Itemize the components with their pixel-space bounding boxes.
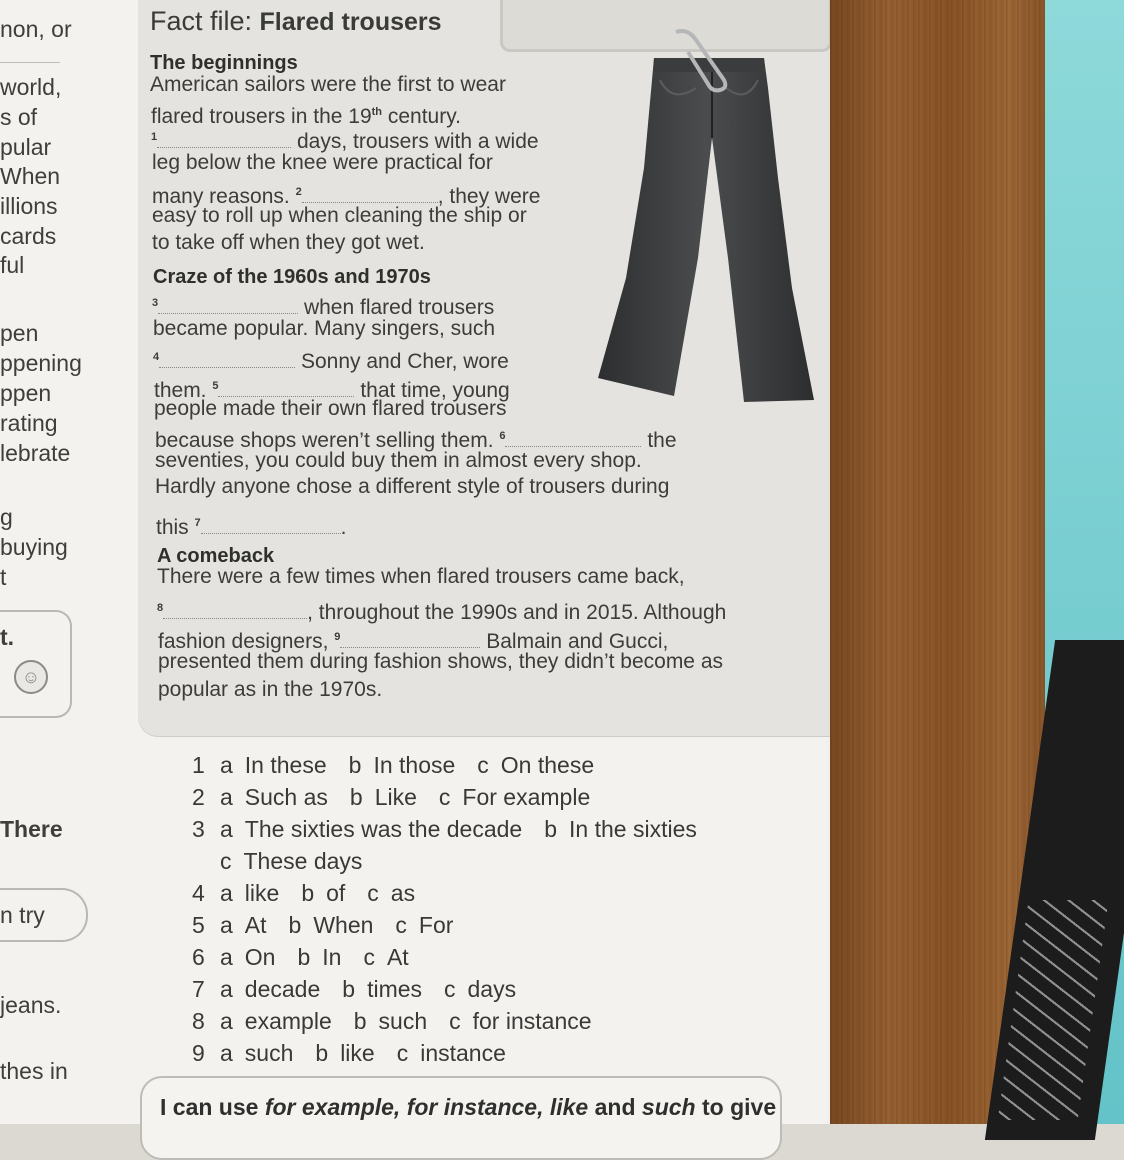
- option-letter: c: [367, 880, 379, 906]
- option-choice[interactable]: such: [244, 1040, 294, 1066]
- option-letter: c: [449, 1008, 461, 1034]
- left-column-fragment: g: [0, 504, 13, 530]
- option-choice[interactable]: When: [313, 912, 374, 938]
- option-letter: a: [220, 976, 233, 1002]
- gap-line-3: $^3$ when flared trousers: [152, 296, 495, 319]
- option-choice[interactable]: for instance: [472, 1008, 592, 1034]
- left-column-fragment: non, or: [0, 16, 72, 42]
- left-column-fragment: lebrate: [0, 440, 71, 466]
- gap-blank[interactable]: [505, 446, 641, 447]
- left-column-fragment: t.: [0, 624, 15, 650]
- option-letter: a: [220, 784, 233, 810]
- option-letter: a: [220, 1040, 233, 1066]
- gap-blank[interactable]: [157, 147, 291, 148]
- gap-blank[interactable]: [340, 647, 480, 648]
- option-row: [192, 1040, 506, 1067]
- gap-line-1: $^1$ days, trousers with a wide: [151, 130, 539, 153]
- option-choice[interactable]: times: [367, 976, 423, 1002]
- text-line: leg below the knee were practical for: [152, 151, 493, 174]
- gap-blank[interactable]: [201, 533, 341, 534]
- option-number: 4: [192, 880, 205, 906]
- option-letter: b: [544, 816, 558, 842]
- option-choice[interactable]: days: [467, 976, 517, 1002]
- option-choice[interactable]: like: [244, 880, 280, 906]
- option-letter: c: [396, 1040, 409, 1066]
- left-column-fragment: When: [0, 163, 61, 189]
- try-box: [0, 888, 88, 942]
- left-column-fragment: illions: [0, 193, 58, 219]
- option-letter: a: [220, 944, 233, 970]
- option-letter: c: [363, 944, 375, 970]
- section-heading-beginnings: The beginnings: [150, 52, 298, 74]
- option-choice[interactable]: such: [378, 1008, 428, 1034]
- option-choice[interactable]: On these: [500, 752, 595, 778]
- left-column-fragment: s of: [0, 104, 38, 130]
- option-choice[interactable]: example: [244, 1008, 332, 1034]
- title-prefix: Fact file:: [150, 6, 260, 36]
- option-letter: b: [353, 1008, 367, 1034]
- option-choice[interactable]: Like: [374, 784, 417, 810]
- left-column-fragment: ppen: [0, 380, 52, 406]
- option-number: 5: [192, 912, 205, 938]
- option-choice[interactable]: For: [418, 912, 454, 938]
- left-column-fragment: t: [0, 564, 7, 590]
- option-letter: c: [395, 912, 407, 938]
- option-number: 9: [192, 1040, 205, 1066]
- gap-line-7: this $^7$ .: [156, 516, 347, 539]
- left-column-fragment: thes in: [0, 1058, 68, 1084]
- option-number: 6: [192, 944, 205, 970]
- option-number: 8: [192, 1008, 205, 1034]
- option-row: [192, 752, 594, 779]
- left-column-fragment: buying: [0, 534, 68, 560]
- option-letter: b: [315, 1040, 329, 1066]
- text-line: people made their own flared trousers: [154, 397, 507, 420]
- option-row: [192, 784, 590, 811]
- option-choice[interactable]: like: [340, 1040, 375, 1066]
- option-choice[interactable]: On: [244, 944, 276, 970]
- option-letter: b: [288, 912, 302, 938]
- gap-line-2: many reasons. $^2$ , they were: [152, 185, 541, 208]
- option-letter: b: [342, 976, 356, 1002]
- option-letter: a: [220, 880, 233, 906]
- option-choice[interactable]: The sixties was the decade: [244, 816, 523, 842]
- option-letter: a: [220, 816, 233, 842]
- gap-line-5: them. $^5$ that time, young: [154, 379, 510, 402]
- option-choice[interactable]: of: [326, 880, 346, 906]
- left-column-fragment: rating: [0, 410, 58, 436]
- section-heading-comeback: A comeback: [157, 545, 275, 567]
- fact-file-title: [150, 6, 442, 37]
- option-letter: b: [349, 784, 363, 810]
- option-letter: c: [438, 784, 451, 810]
- option-letter: b: [348, 752, 362, 778]
- option-number: 2: [192, 784, 205, 810]
- option-row: [192, 976, 516, 1003]
- left-column-fragment: world,: [0, 74, 62, 100]
- text-line: became popular. Many singers, such: [153, 317, 496, 340]
- option-choice[interactable]: In the sixties: [569, 816, 697, 842]
- option-row: [192, 880, 415, 907]
- gap-line-4: $^4$ Sonny and Cher, wore: [153, 350, 509, 373]
- left-column-fragment: n try: [0, 902, 45, 928]
- option-choice[interactable]: In: [322, 944, 342, 970]
- gap-blank[interactable]: [159, 367, 295, 368]
- option-letter: c: [444, 976, 456, 1002]
- option-choice[interactable]: as: [390, 880, 416, 906]
- left-column-fragment: pular: [0, 134, 52, 160]
- text-line: flared trousers in the 19th century.: [151, 105, 461, 128]
- option-number: 1: [192, 752, 205, 778]
- smiley-face-icon: ☺: [14, 660, 48, 694]
- option-number: 7: [192, 976, 205, 1002]
- text-line: popular as in the 1970s.: [158, 678, 383, 701]
- flared-trousers-image: [596, 28, 820, 408]
- option-letter: a: [220, 1008, 233, 1034]
- option-row: [192, 912, 453, 939]
- option-choice[interactable]: Such as: [244, 784, 328, 810]
- left-column-fragments: [0, 0, 130, 1124]
- option-row: [192, 1008, 592, 1035]
- option-choice[interactable]: These days: [243, 848, 363, 874]
- gap-blank[interactable]: [163, 618, 307, 619]
- option-letter: a: [220, 752, 233, 778]
- option-choice[interactable]: For example: [462, 784, 591, 810]
- left-column-fragment: pen: [0, 320, 39, 346]
- option-choice[interactable]: In those: [373, 752, 456, 778]
- option-row: [192, 816, 697, 843]
- option-row: [192, 848, 362, 875]
- gap-line-9: fashion designers, $^9$ Balmain and Gucci,: [158, 630, 669, 653]
- option-choice[interactable]: At: [386, 944, 409, 970]
- text-line: easy to roll up when cleaning the ship or: [152, 204, 527, 227]
- option-choice[interactable]: In these: [244, 752, 327, 778]
- left-column-fragment: ppening: [0, 350, 82, 376]
- text-line: presented them during fashion shows, they didn’t become as: [158, 650, 724, 673]
- left-column-fragment: cards: [0, 223, 57, 249]
- text-line: There were a few times when flared trousers came back,: [157, 565, 685, 588]
- can-do-statement: I can use for example, for instance, like and such to give: [160, 1094, 777, 1120]
- text-line: Hardly anyone chose a different style of trousers during: [155, 475, 670, 498]
- gap-blank[interactable]: [158, 313, 298, 314]
- option-choice[interactable]: instance: [420, 1040, 506, 1066]
- option-choice[interactable]: decade: [244, 976, 321, 1002]
- gap-line-8: $^8$ , throughout the 1990s and in 2015. Although: [157, 601, 727, 624]
- text-line: American sailors were the first to wear: [150, 73, 506, 96]
- option-letter: c: [220, 848, 232, 874]
- option-letter: b: [301, 880, 315, 906]
- option-row: [192, 944, 409, 971]
- option-letter: a: [220, 912, 233, 938]
- divider: [0, 62, 60, 63]
- option-choice[interactable]: At: [244, 912, 267, 938]
- title-bold: Flared trousers: [259, 8, 442, 36]
- section-heading-craze: Craze of the 1960s and 1970s: [153, 266, 431, 288]
- option-letter: b: [297, 944, 311, 970]
- text-line: seventies, you could buy them in almost every shop.: [155, 449, 642, 472]
- left-column-fragment: ful: [0, 252, 25, 278]
- gap-line-6: because shops weren’t selling them. $^6$ the: [155, 429, 677, 452]
- text-line: to take off when they got wet.: [152, 231, 425, 254]
- left-column-fragment: There: [0, 816, 63, 842]
- option-letter: c: [477, 752, 489, 778]
- left-column-fragment: jeans.: [0, 992, 62, 1018]
- option-number: 3: [192, 816, 205, 842]
